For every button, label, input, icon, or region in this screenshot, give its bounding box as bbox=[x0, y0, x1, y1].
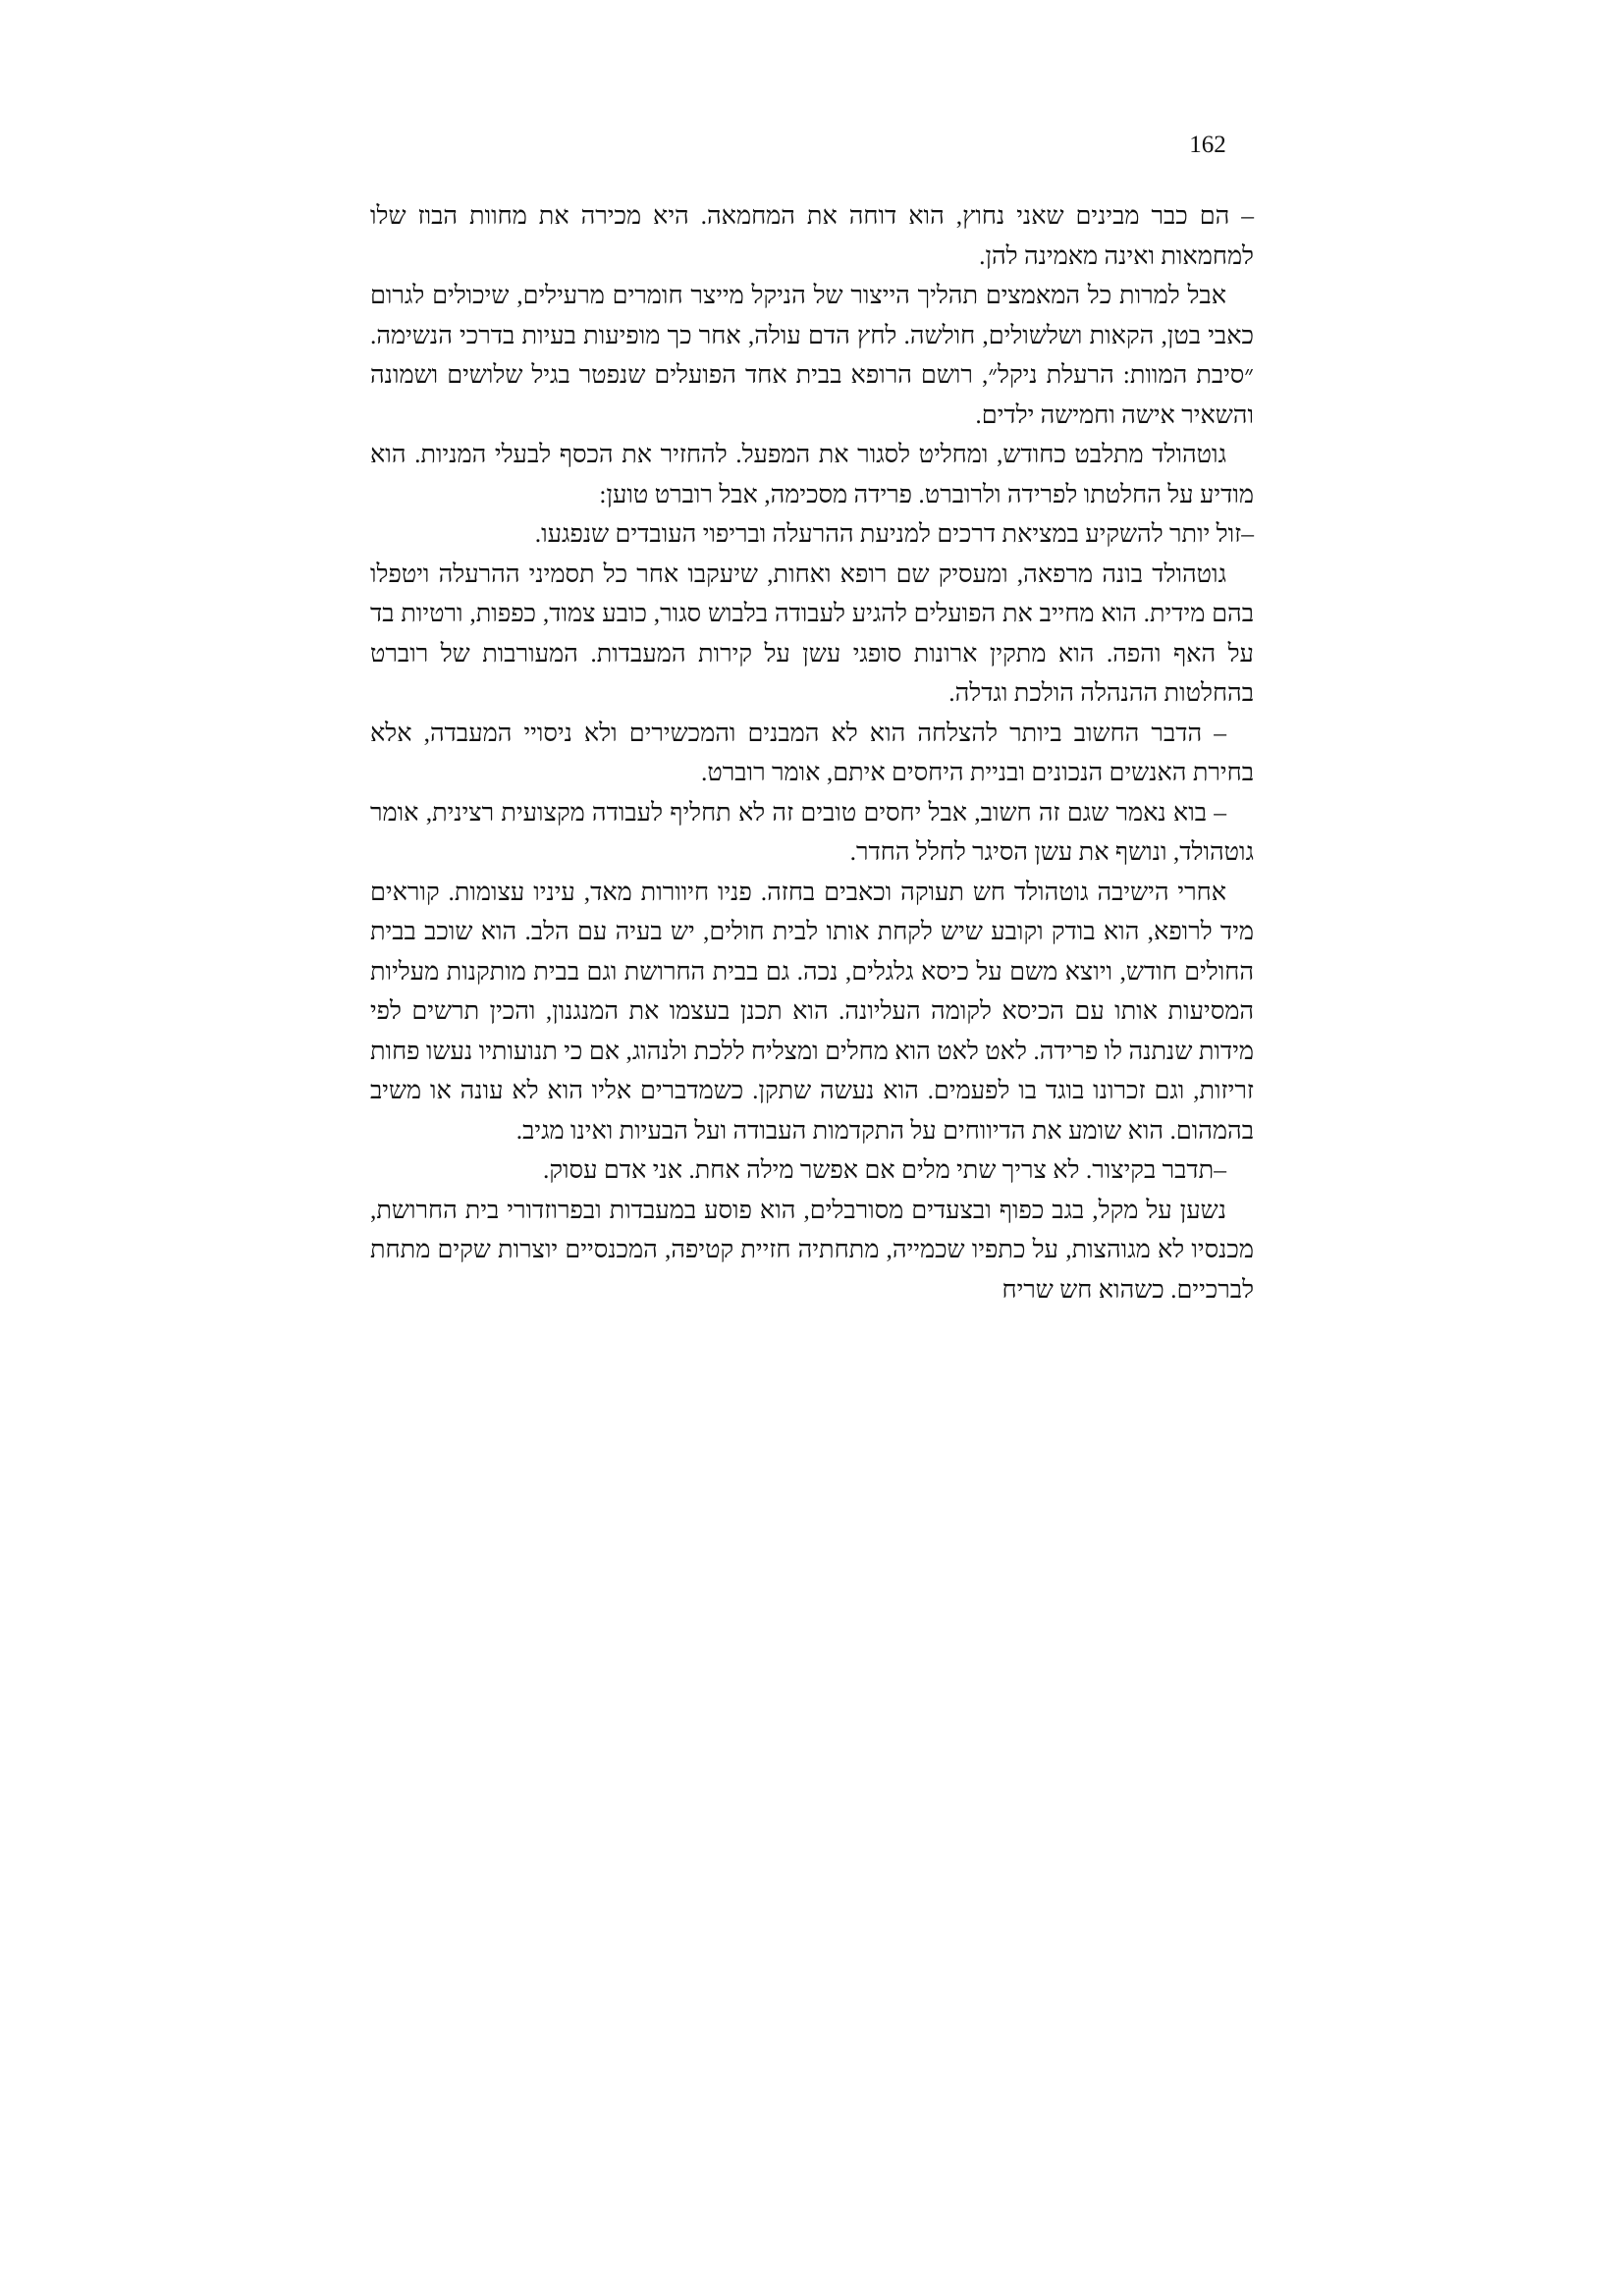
paragraph: גוטהולד בונה מרפאה, ומעסיק שם רופא ואחות, שיעקבו אחר כל תסמיני ההרעלה ויטפלו בהם מידית. הוא מחייב את הפועלים להגיע לעבודה בלבוש סגור, כובע צמוד, כפפות, ורטיות בד על האף והפה. הוא מתקין ארונות סופגי עשן על קירות המעבדות. המעורבות של רוברט בהחלטות ההנהלה הולכת וגדלה. bbox=[370, 559, 1254, 707]
paragraph: –תדבר בקיצור. לא צריך שתי מלים אם אפשר מילה אחת. אני אדם עסוק. bbox=[543, 1155, 1226, 1184]
paragraph: אחרי הישיבה גוטהולד חש תעוקה וכאבים בחזה. פניו חיוורות מאד, עיניו עצומות. קוראים מיד לרופא, הוא בודק וקובע שיש לקחת אותו לבית חולים, יש בעיה עם הלב. הוא שוכב בבית החולים חודש, ויוצא משם על כיסא גלגלים, נכה. גם בבית החרושת וגם בבית מותקנות מעליות המסיעות אותו עם הכיסא לקומה העליונה. הוא תכנן בעצמו את המנגנון, והכין תרשים לפי מידות שנתנה לו פרידה. לאט לאט הוא מחלים ומצליח ללכת ולנהוג, אם כי תנועותיו נעשו פחות זריזות, וגם זכרונו בוגד בו לפעמים. הוא נעשה שתקן. כשמדברים אליו הוא לא עונה או משיב בהמהום. הוא שומע את הדיווחים על התקדמות העבודה ועל הבעיות ואינו מגיב. bbox=[370, 877, 1254, 1145]
page-number: 162 bbox=[1189, 132, 1226, 158]
paragraph: – בוא נאמר שגם זה חשוב, אבל יחסים טובים זה לא תחליף לעבודה מקצועית רצינית, אומר גוטהולד, ונושף את עשן הסיגר לחלל החדר. bbox=[370, 797, 1254, 866]
paragraph: נשען על מקל, בגב כפוף ובצעדים מסורבלים, הוא פוסע במעבדות ובפרוזדורי בית החרושת, מכנסיו לא מגוהצות, על כתפיו שכמייה, מתחתיה חזיית קטיפה, המכנסיים יוצרות שקים מתחת לברכיים. כשהוא חש שריח bbox=[370, 1195, 1254, 1304]
body-text bbox=[370, 196, 1254, 1309]
paragraph: – הם כבר מבינים שאני נחוץ, הוא דוחה את המחמאה. היא מכירה את מחוות הבוז שלו למחמאות ואינה מאמינה להן. bbox=[370, 201, 1254, 270]
paragraph: –זול יותר להשקיע במציאת דרכים למניעת ההרעלה ובריפוי העובדים שנפגעו. bbox=[534, 519, 1254, 548]
paragraph: גוטהולד מתלבט כחודש, ומחליט לסגור את המפעל. להחזיר את הכסף לבעלי המניות. הוא מודיע על החלטתו לפרידה ולרוברט. פרידה מסכימה, אבל רוברט טוען: bbox=[370, 440, 1254, 508]
paragraph: – הדבר החשוב ביותר להצלחה הוא לא המבנים והמכשירים ולא ניסויי המעבדה, אלא בחירת האנשים הנכונים ובניית היחסים איתם, אומר רוברט. bbox=[370, 718, 1254, 786]
paragraph: אבל למרות כל המאמצים תהליך הייצור של הניקל מייצר חומרים מרעילים, שיכולים לגרום כאבי בטן, הקאות ושלשולים, חולשה. לחץ הדם עולה, אחר כך מופיעות בעיות בדרכי הנשימה. ״סיבת המוות: הרעלת ניקל״, רושם הרופא בבית אחד הפועלים שנפטר בגיל שלושים ושמונה והשאיר אישה וחמישה ילדים. bbox=[370, 281, 1254, 429]
